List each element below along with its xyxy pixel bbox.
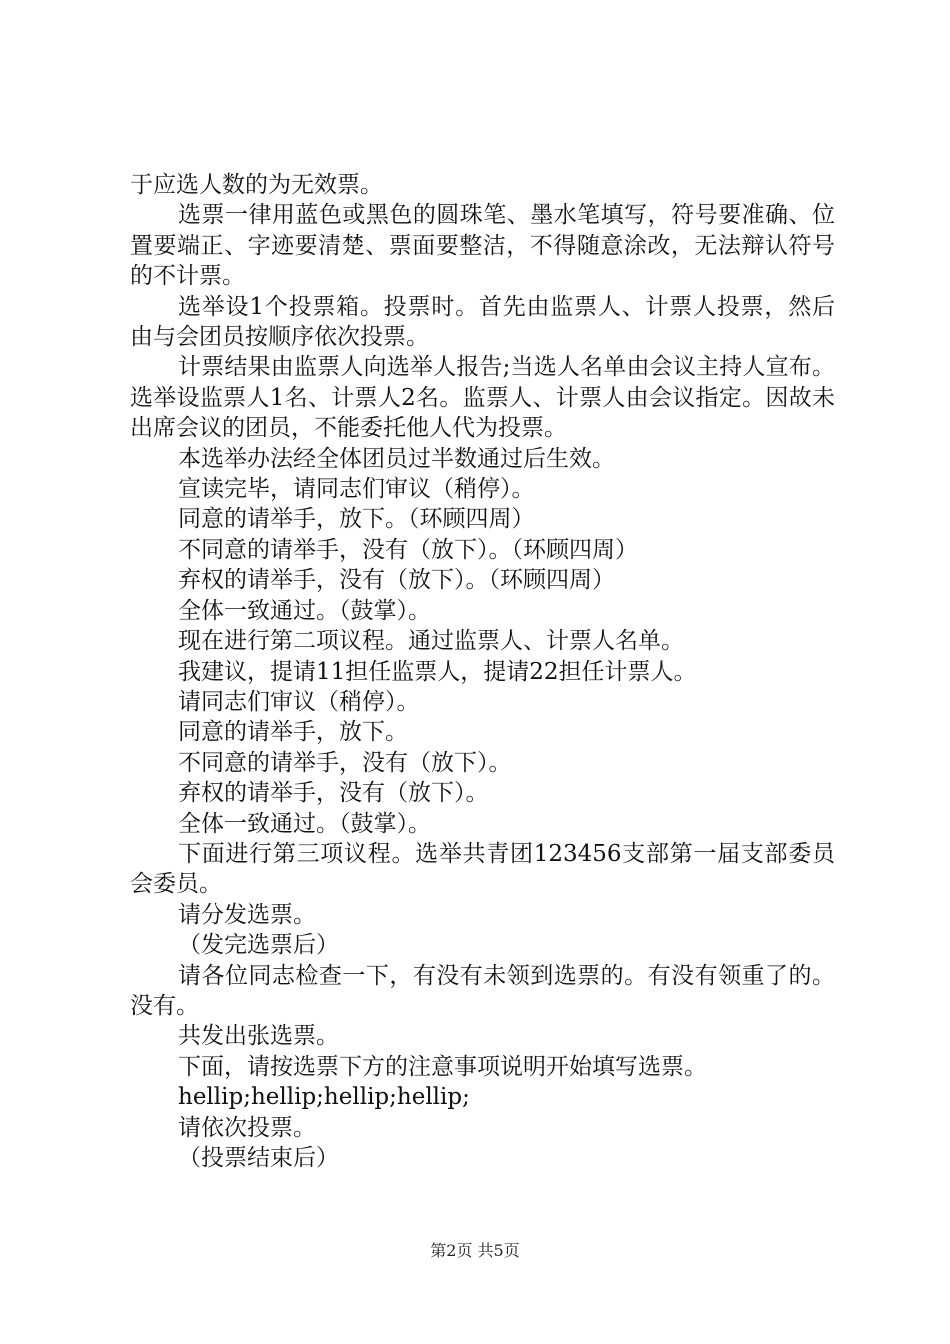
paragraph: 弃权的请举手，没有（放下）。 bbox=[178, 780, 489, 807]
paragraph: 选票一律用蓝色或黑色的圆珠笔、墨水笔填写，符号要准确、位置要端正、字迹要清楚、票面要整洁，不得随意涂改，无法辩认符号的不计票。 bbox=[130, 202, 835, 290]
paragraph: 同意的请举手，放下。（环顾四周） bbox=[178, 506, 535, 533]
paragraph: 本选举办法经全体团员过半数通过后生效。 bbox=[178, 445, 615, 472]
paragraph: 全体一致通过。（鼓掌）。 bbox=[178, 597, 431, 624]
paragraph: 全体一致通过。（鼓掌）。 bbox=[178, 810, 431, 837]
paragraph: 不同意的请举手，没有（放下）。（环顾四周） bbox=[178, 536, 638, 563]
paragraph: 计票结果由监票人向选举人报告;当选人名单由会议主持人宣布。选举设监票人1名、计票人2名。监票人、计票人由会议指定。因故未出席会议的团员，不能委托他人代为投票。 bbox=[130, 354, 835, 442]
paragraph: hellip;hellip;hellip;hellip; bbox=[178, 1084, 470, 1111]
paragraph: 请各位同志检查一下，有没有未领到选票的。有没有领重了的。没有。 bbox=[130, 962, 835, 1019]
paragraph: 请依次投票。 bbox=[178, 1114, 316, 1141]
paragraph: 请分发选票。 bbox=[178, 901, 316, 928]
paragraph: 同意的请举手，放下。 bbox=[178, 719, 408, 746]
paragraph: 于应选人数的为无效票。 bbox=[130, 172, 383, 198]
paragraph: （发完选票后） bbox=[178, 932, 339, 959]
paragraph: 选举设1个投票箱。投票时。首先由监票人、计票人投票，然后由与会团员按顺序依次投票。 bbox=[130, 293, 835, 351]
page-number-footer: 第2页 共5页 bbox=[430, 1241, 520, 1260]
paragraph: 下面，请按选票下方的注意事项说明开始填写选票。 bbox=[178, 1053, 707, 1080]
paragraph: 宣读完毕，请同志们审议（稍停）。 bbox=[178, 476, 535, 503]
paragraph: 请同志们审议（稍停）。 bbox=[178, 688, 420, 715]
paragraph: 下面进行第三项议程。选举共青团123456支部第一届支部委员会委员。 bbox=[130, 840, 835, 898]
paragraph: 共发出张选票。 bbox=[178, 1023, 339, 1050]
paragraph: 弃权的请举手，没有（放下）。（环顾四周） bbox=[178, 567, 615, 594]
paragraph: （投票结束后） bbox=[178, 1145, 339, 1171]
paragraph: 我建议，提请11担任监票人，提请22担任计票人。 bbox=[178, 658, 697, 685]
document-body bbox=[130, 170, 835, 1173]
paragraph: 不同意的请举手，没有（放下）。 bbox=[178, 749, 512, 776]
paragraph: 现在进行第二项议程。通过监票人、计票人名单。 bbox=[178, 628, 684, 655]
